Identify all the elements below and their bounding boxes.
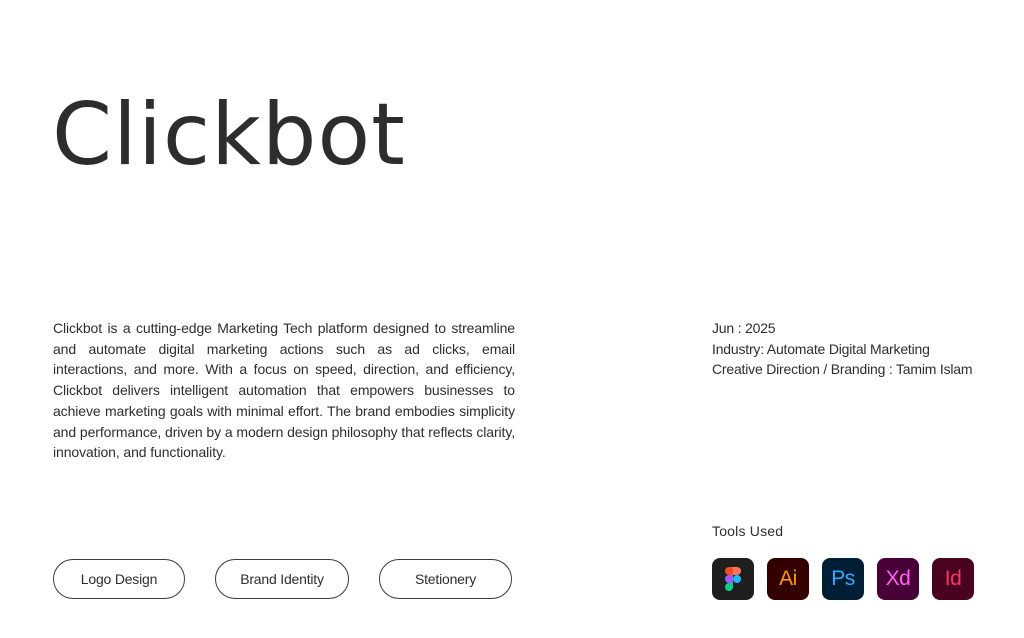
service-tag-logo-design[interactable]: Logo Design [53,559,185,599]
project-description: Clickbot is a cutting-edge Marketing Tech platform designed to streamline and automate digital marketing actions such as ad clicks, email interactions, and more. With a focus on speed, direction, and efficiency, Clickbot delivers intelligent automation that empowers businesses to achieve marketing goals with minimal effort. The brand embodies simplicity and performance, driven by a modern design philosophy that reflects clarity, innovation, and functionality. [53,320,515,461]
service-tag-brand-identity[interactable]: Brand Identity [215,559,349,599]
photoshop-icon: Ps [822,558,864,600]
services-list [53,559,512,599]
tools-list [712,558,974,600]
figma-icon [712,558,754,600]
service-tag-stationery[interactable]: Stetionery [379,559,512,599]
project-meta [712,318,972,380]
figma-logo-icon [725,567,741,591]
project-date: Jun : 2025 [712,320,776,336]
xd-icon: Xd [877,558,919,600]
indesign-icon: Id [932,558,974,600]
page-title: Clickbot [52,85,406,185]
project-industry: Industry: Automate Digital Marketing [712,340,930,357]
tools-used-label: Tools Used [712,523,784,539]
project-credits: Creative Direction / Branding : Tamim Islam [712,361,973,378]
illustrator-icon: Ai [767,558,809,600]
